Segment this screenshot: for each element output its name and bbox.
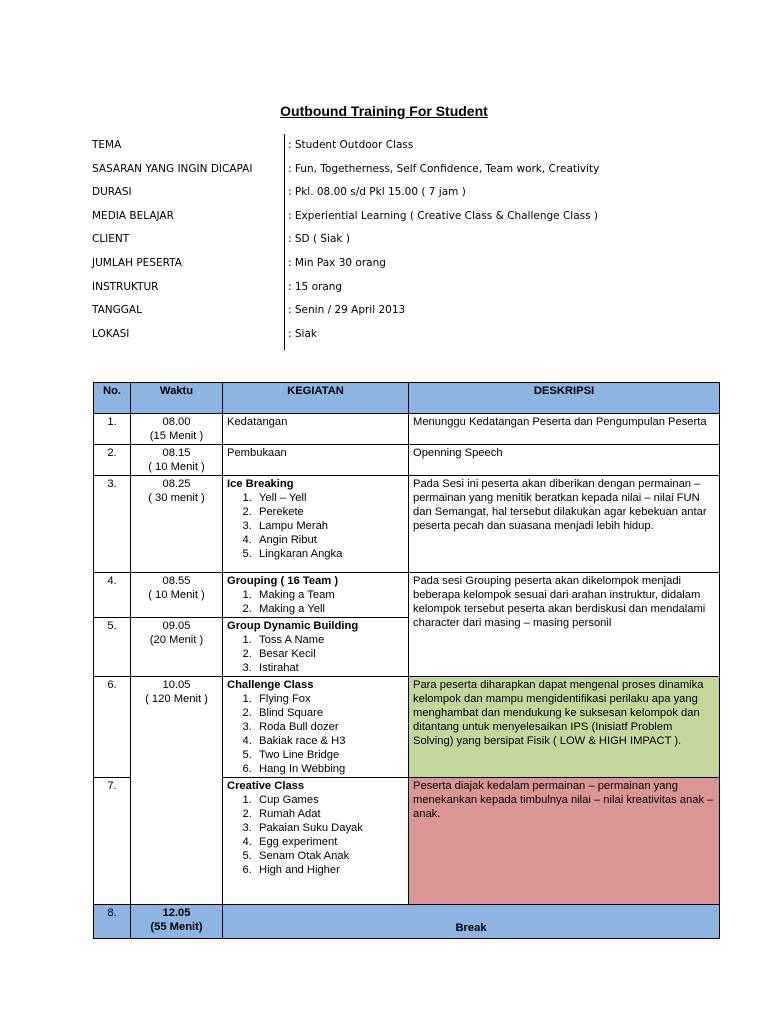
table-row	[94, 445, 720, 476]
info-value: : SD ( Siak )	[288, 233, 350, 246]
row-no: 7.	[94, 778, 131, 905]
duration-value: (20 Menit )	[149, 634, 204, 646]
info-row-tema	[92, 137, 652, 161]
row-activity	[223, 618, 409, 677]
info-label: LOKASI	[92, 327, 130, 340]
row-time	[131, 414, 223, 445]
row-activity	[223, 677, 409, 778]
duration-value: ( 10 Menit )	[148, 461, 205, 473]
table-row	[94, 677, 720, 778]
info-label: TEMA	[92, 139, 122, 151]
time-value: 08.00	[162, 416, 191, 428]
row-time	[131, 618, 223, 677]
schedule-table	[93, 382, 720, 939]
list-item: 3. Pakaian Suku Dayak	[255, 821, 404, 835]
row-no: 3.	[94, 476, 131, 573]
list-item: 2. Making a Yell	[255, 602, 404, 616]
list-item: 5. Senam Otak Anak	[255, 849, 404, 863]
list-item: 2. Besar Kecil	[255, 647, 404, 661]
table-row	[94, 414, 720, 445]
time-value: 08.25	[162, 478, 191, 490]
info-label: SASARAN YANG INGIN DICAPAI	[92, 162, 253, 175]
list-item: 1. Yell – Yell	[255, 491, 404, 505]
info-value: : Siak	[288, 327, 317, 340]
header-no: No.	[94, 383, 131, 414]
info-value: : Student Outdoor Class	[288, 139, 414, 151]
time-value: 12.05	[162, 907, 191, 919]
row-activity	[223, 778, 409, 905]
list-item: 2. Blind Square	[255, 706, 404, 720]
duration-value: (15 Menit )	[149, 430, 204, 442]
row-activity: Pembukaan	[223, 445, 409, 476]
list-item: 2. Rumah Adat	[255, 807, 404, 821]
info-label: JUMLAH PESERTA	[92, 256, 182, 269]
row-activity	[223, 476, 409, 573]
row-no: 4.	[94, 573, 131, 618]
row-activity	[223, 573, 409, 618]
time-value: 09.05	[162, 620, 191, 632]
time-value: 08.15	[162, 447, 191, 459]
row-time	[131, 445, 223, 476]
activity-list	[227, 491, 404, 561]
row-description: Pada Sesi ini peserta akan diberikan dengan permainan – permainan yang menitik beratkan kepada nilai – nilai FUN dan Semangat, hal tersebut dilakukan agar kebekuan antar peserta pecah dan suasana menjadi lebih hidup.	[409, 476, 720, 573]
info-label: CLIENT	[92, 233, 130, 246]
time-value: 08.55	[162, 575, 191, 587]
row-description: Para peserta diharapkan dapat mengenal proses dinamika kelompok dan mampu mengidentifikasi perilaku apa yang menghambat dan mendukung ke suksesan kelompok dan ditantang untuk menyelesaikan IPS (Inisiatf Problem Solving) yang bersipat Fisik ( LOW & HIGH IMPACT ).	[409, 677, 720, 778]
info-list	[92, 137, 652, 349]
activity-list	[227, 588, 404, 616]
row-time	[131, 476, 223, 573]
row-no: 6.	[94, 677, 131, 778]
list-item: 6. Hang In Webbing	[255, 762, 404, 776]
time-value: 10.05	[162, 679, 191, 691]
row-time	[131, 677, 223, 905]
info-row-lokasi	[92, 326, 652, 350]
row-activity: Kedatangan	[223, 414, 409, 445]
header-waktu: Waktu	[131, 383, 223, 414]
row-no: 2.	[94, 445, 131, 476]
page-title: Outbound Training For Student	[280, 103, 488, 119]
info-row-tanggal	[92, 302, 652, 326]
activity-title: Group Dynamic Building	[227, 620, 359, 632]
row-description: Openning Speech	[409, 445, 720, 476]
row-no: 5.	[94, 618, 131, 677]
duration-value: ( 10 Menit )	[148, 589, 205, 601]
info-row-jumlah	[92, 255, 652, 279]
info-value: : 15 orang	[288, 280, 343, 293]
activity-list	[227, 692, 404, 776]
table-row	[94, 476, 720, 573]
list-item: 1. Making a Team	[255, 588, 404, 602]
activity-title: Challenge Class	[227, 679, 314, 691]
table-header-row	[94, 383, 720, 414]
list-item: 2. Perekete	[255, 505, 404, 519]
activity-title: Ice Breaking	[227, 478, 294, 490]
info-value: : Senin / 29 April 2013	[288, 304, 406, 317]
info-label: DURASI	[92, 186, 132, 199]
row-description: Pada sesi Grouping peserta akan dikelompok menjadi beberapa kelompok sesuai dari arahan instruktur, didalam kelompok tersebut peserta akan berdiskusi dan mendalami character dari masing – masing personil	[409, 573, 720, 677]
row-no: 8.	[94, 905, 131, 939]
info-row-client	[92, 231, 652, 255]
row-time	[131, 573, 223, 618]
break-cell: Break	[223, 905, 720, 939]
info-row-durasi	[92, 184, 652, 208]
list-item: 3. Roda Bull dozer	[255, 720, 404, 734]
duration-value: ( 30 menit )	[148, 492, 205, 504]
activity-title: Creative Class	[227, 780, 305, 792]
list-item: 6. High and Higher	[255, 863, 404, 877]
header-kegiatan: KEGIATAN	[223, 383, 409, 414]
activity-title: Grouping ( 16 Team )	[227, 575, 339, 587]
list-item: 1. Cup Games	[255, 793, 404, 807]
list-item: 3. Istirahat	[255, 661, 404, 675]
list-item: 3. Lampu Merah	[255, 519, 404, 533]
info-row-media	[92, 208, 652, 232]
duration-value: ( 120 Menit )	[145, 693, 208, 705]
info-value: : Min Pax 30 orang	[288, 256, 386, 269]
row-description: Peserta diajak kedalam permainan – permainan yang menekankan kepada timbulnya nilai – nilai kreativitas anak – anak.	[409, 778, 720, 905]
info-row-sasaran	[92, 161, 652, 185]
info-label: MEDIA BELAJAR	[92, 209, 174, 222]
info-label: TANGGAL	[92, 304, 142, 317]
duration-value: (55 Menit)	[150, 921, 203, 933]
list-item: 5. Two Line Bridge	[255, 748, 404, 762]
info-value: : Experiential Learning ( Creative Class & Challenge Class )	[288, 209, 599, 222]
info-value: : Pkl. 08.00 s/d Pkl 15.00 ( 7 jam )	[288, 186, 466, 199]
row-time	[131, 905, 223, 939]
activity-list	[227, 633, 404, 675]
info-label: INSTRUKTUR	[92, 280, 159, 293]
table-row	[94, 905, 720, 939]
info-value: : Fun, Togetherness, Self Confidence, Team work, Creativity	[288, 162, 600, 175]
row-description: Menunggu Kedatangan Peserta dan Pengumpulan Peserta	[409, 414, 720, 445]
list-item: 4. Egg experiment	[255, 835, 404, 849]
list-item: 1. Toss A Name	[255, 633, 404, 647]
row-no: 1.	[94, 414, 131, 445]
activity-list	[227, 793, 404, 877]
list-item: 4. Angin Ribut	[255, 533, 404, 547]
header-deskripsi: DESKRIPSI	[409, 383, 720, 414]
table-row	[94, 573, 720, 618]
list-item: 1. Flying Fox	[255, 692, 404, 706]
list-item: 5. Lingkaran Angka	[255, 547, 404, 561]
info-row-instruktur	[92, 279, 652, 303]
list-item: 4. Bakiak race & H3	[255, 734, 404, 748]
